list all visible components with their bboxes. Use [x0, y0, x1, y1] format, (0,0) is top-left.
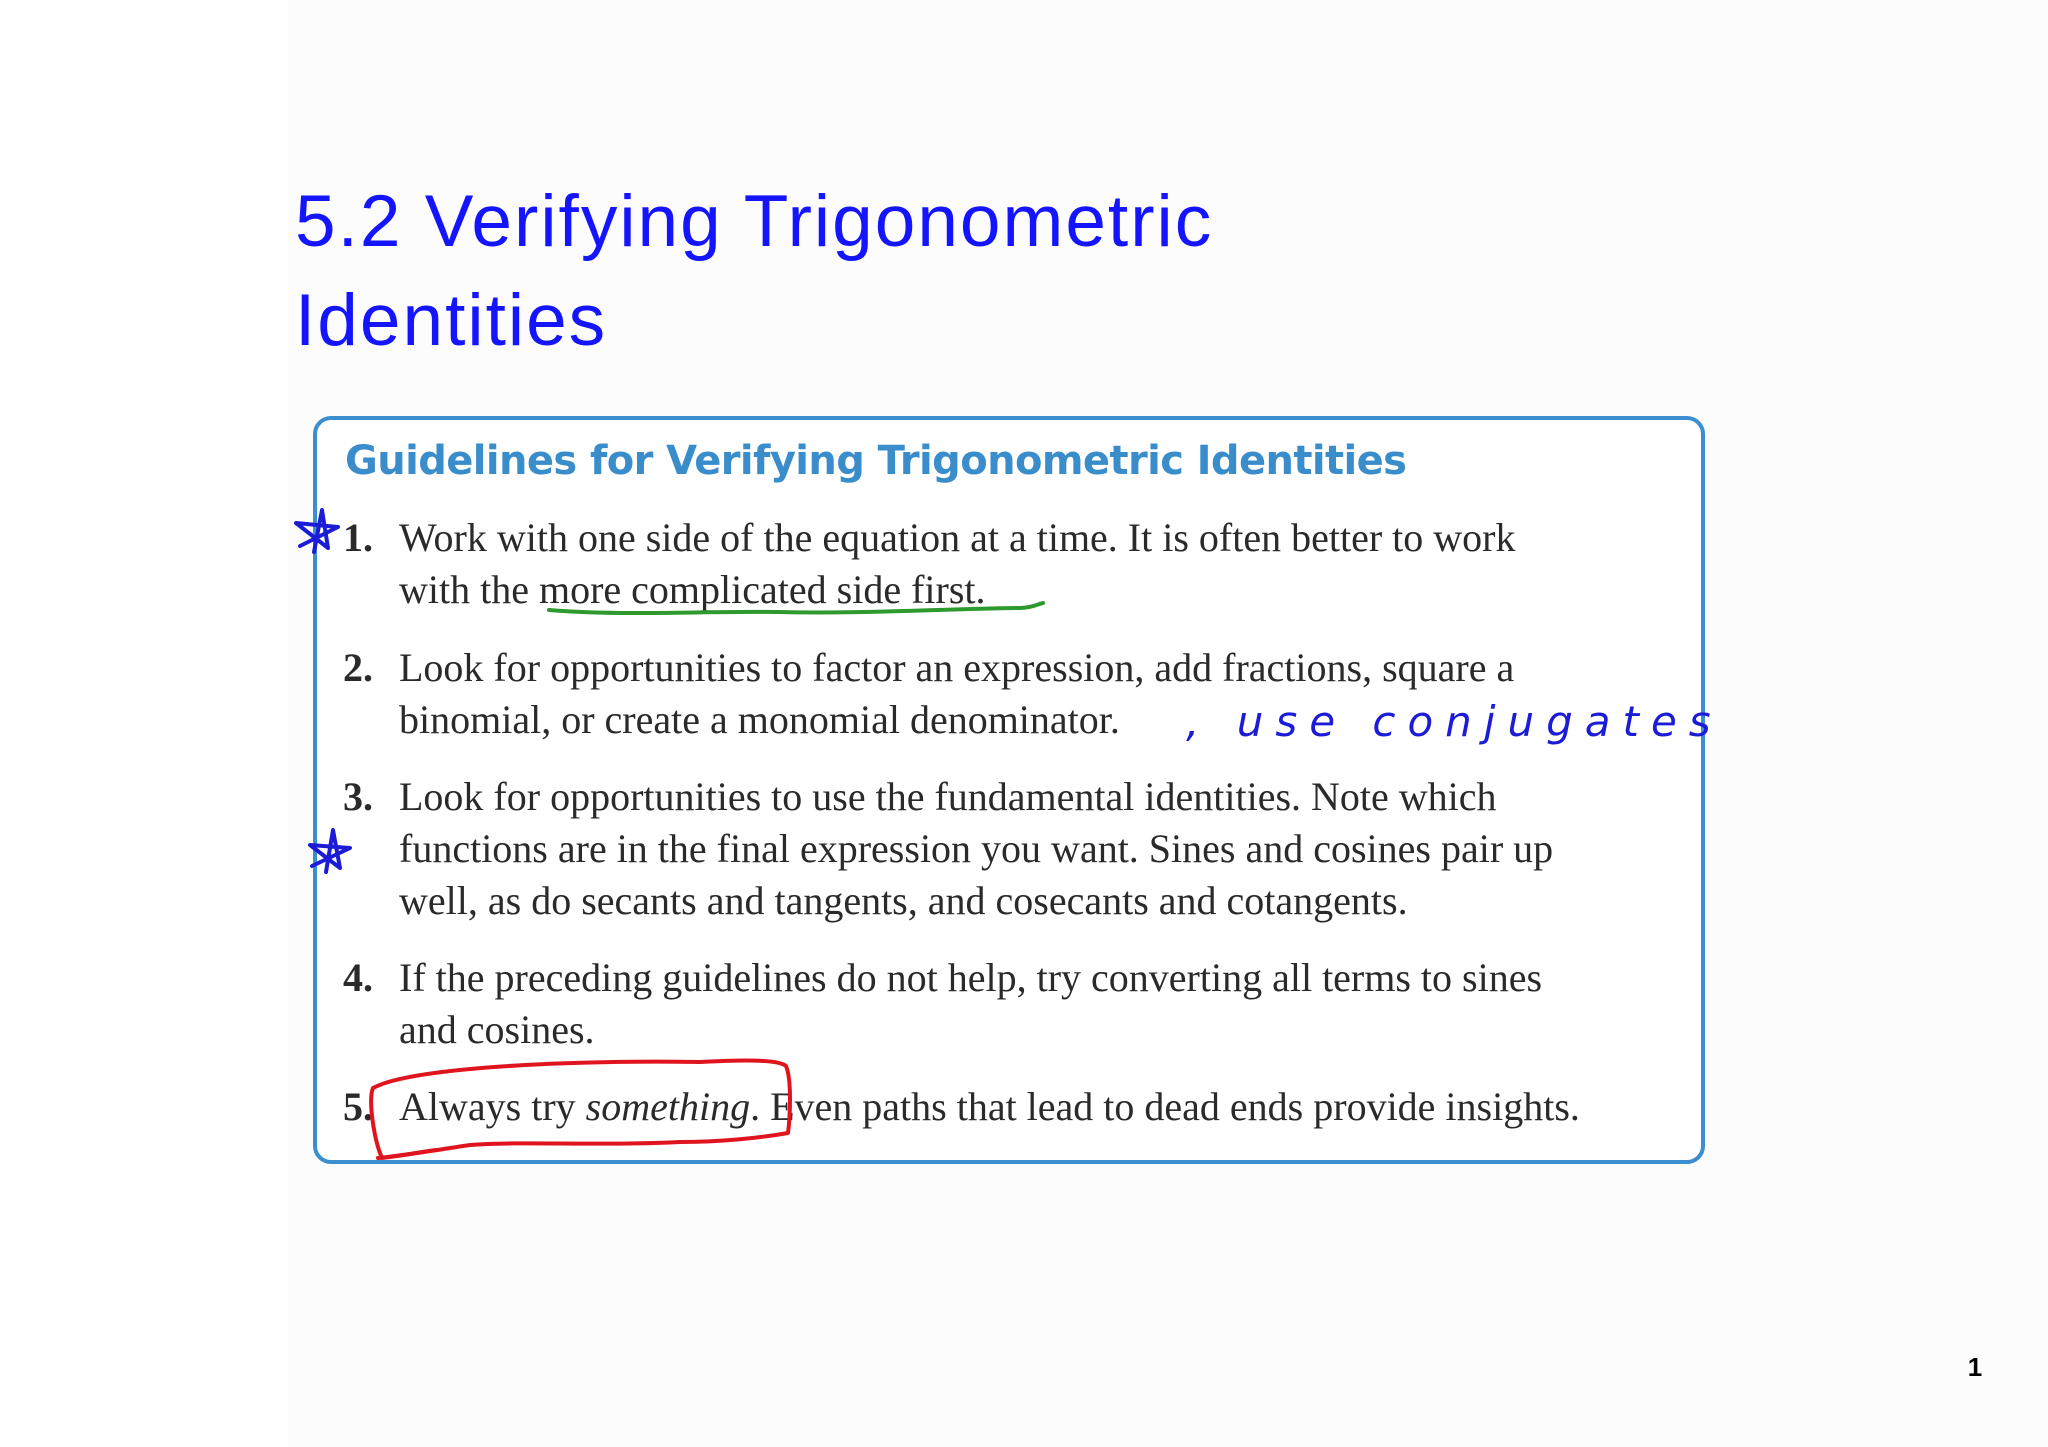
guideline-text — [399, 512, 1515, 616]
guideline-line: If the preceding guidelines do not help, try converting all terms to sines — [399, 955, 1543, 1000]
guideline-number: 1. — [343, 515, 373, 560]
guideline-line: binomial, or create a monomial denominator. — [399, 697, 1120, 742]
guideline-line: Look for opportunities to factor an expression, add fractions, square a — [399, 645, 1515, 690]
guideline-text — [399, 771, 1553, 927]
guideline-number: 4. — [343, 955, 373, 1000]
guideline-line: and cosines. — [399, 1007, 595, 1052]
guideline-text — [399, 1081, 1580, 1133]
page-title-line-2: Identities — [295, 280, 608, 361]
guideline-number: 2. — [343, 645, 373, 690]
guideline-number: 3. — [343, 774, 373, 819]
page-title — [295, 172, 1495, 370]
page-number: 1 — [1967, 1352, 1983, 1382]
guideline-text — [399, 642, 1514, 746]
guideline-line: with the more complicated side first. — [399, 567, 986, 612]
guideline-text — [399, 952, 1542, 1056]
guideline-line: functions are in the final expression you want. Sines and cosines pair up — [399, 826, 1554, 871]
guidelines-box — [313, 416, 1705, 1164]
guideline-line: well, as do secants and tangents, and cosecants and cotangents. — [399, 878, 1408, 923]
guidelines-heading: Guidelines for Verifying Trigonometric Identities — [345, 438, 1407, 484]
guideline-text-italic: something — [585, 1084, 751, 1129]
guideline-text-plain: Always try — [399, 1084, 586, 1129]
guideline-number: 5. — [343, 1084, 373, 1129]
handwritten-note: , use conjugates — [1186, 697, 1723, 746]
guideline-text-plain: . Even paths that lead to dead ends provide insights. — [750, 1084, 1580, 1129]
guideline-line: Look for opportunities to use the fundamental identities. Note which — [399, 774, 1497, 819]
page-title-line-1: 5.2 Verifying Trigonometric — [295, 181, 1214, 262]
guideline-line: Work with one side of the equation at a time. It is often better to work — [399, 515, 1516, 560]
